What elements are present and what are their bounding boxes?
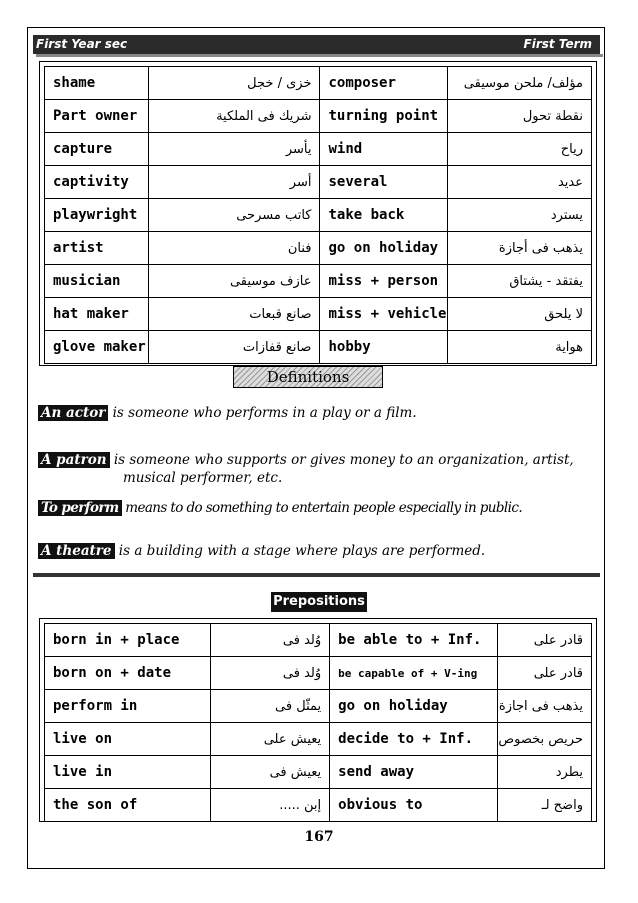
- arabic-meaning: عازف موسيقى: [148, 265, 320, 298]
- header-right-text: First Term: [523, 37, 592, 51]
- english-term: take back: [320, 199, 447, 232]
- definition-text: means to do something to entertain people especially in public.: [125, 500, 523, 516]
- header-shadow: [36, 54, 603, 57]
- vocab-row: [45, 199, 592, 232]
- definition-term: To perform: [38, 500, 122, 516]
- english-term: decide to + Inf.: [330, 723, 498, 756]
- english-term: wind: [320, 133, 447, 166]
- arabic-meaning: نقطة تحول: [447, 100, 592, 133]
- arabic-meaning: شريك فى الملكية: [148, 100, 320, 133]
- arabic-meaning: صانع قفازات: [148, 331, 320, 364]
- english-term: be able to + Inf.: [330, 624, 498, 657]
- definition-text: is someone who performs in a play or a film.: [112, 405, 417, 421]
- arabic-meaning: قادر على: [497, 657, 591, 690]
- vocab-row: [45, 166, 592, 199]
- definition-theatre: [38, 542, 598, 560]
- arabic-meaning: رياح: [447, 133, 592, 166]
- english-term: hobby: [320, 331, 447, 364]
- definition-term: A patron: [38, 452, 110, 468]
- english-term: Part owner: [45, 100, 149, 133]
- arabic-meaning: يذهب فى أجازة: [447, 232, 592, 265]
- arabic-meaning: يذهب فى اجازة: [497, 690, 591, 723]
- page-header: [33, 35, 600, 54]
- definitions-label: Definitions: [233, 366, 383, 388]
- arabic-meaning: وُلد فى: [210, 657, 329, 690]
- prep-row: [45, 657, 592, 690]
- english-term: miss + person: [320, 265, 447, 298]
- english-term: artist: [45, 232, 149, 265]
- prep-row: [45, 723, 592, 756]
- vocab-row: [45, 331, 592, 364]
- english-term: send away: [330, 756, 498, 789]
- arabic-meaning: لا يلحق: [447, 298, 592, 331]
- prepositions-table: [44, 623, 592, 822]
- arabic-meaning: صانع قبعات: [148, 298, 320, 331]
- english-term: the son of: [45, 789, 211, 822]
- arabic-meaning: يطرد: [497, 756, 591, 789]
- english-term: capture: [45, 133, 149, 166]
- arabic-meaning: عديد: [447, 166, 592, 199]
- arabic-meaning: مؤلف/ ملحن موسيقى: [447, 67, 592, 100]
- english-term: live in: [45, 756, 211, 789]
- arabic-meaning: قادر على: [497, 624, 591, 657]
- arabic-meaning: يعيش على: [210, 723, 329, 756]
- arabic-meaning: يمثّل فى: [210, 690, 329, 723]
- english-term: captivity: [45, 166, 149, 199]
- prep-row: [45, 624, 592, 657]
- definition-text: is someone who supports or gives money to an organization, artist,: [113, 452, 574, 468]
- arabic-meaning: واضح لـ: [497, 789, 591, 822]
- english-term: glove maker: [45, 331, 149, 364]
- arabic-meaning: يأسر: [148, 133, 320, 166]
- english-term: obvious to: [330, 789, 498, 822]
- section-divider: [33, 573, 600, 577]
- vocab-row: [45, 265, 592, 298]
- prepositions-label: Prepositions: [271, 592, 367, 612]
- definition-patron: [38, 451, 598, 487]
- vocab-table: [44, 66, 592, 364]
- arabic-meaning: إبن .....: [210, 789, 329, 822]
- vocab-row: [45, 232, 592, 265]
- arabic-meaning: وُلد فى: [210, 624, 329, 657]
- english-term: playwright: [45, 199, 149, 232]
- prep-row: [45, 690, 592, 723]
- definition-text-continued: musical performer, etc.: [123, 470, 283, 486]
- english-term: go on holiday: [330, 690, 498, 723]
- english-term: several: [320, 166, 447, 199]
- vocab-row: [45, 67, 592, 100]
- arabic-meaning: فنان: [148, 232, 320, 265]
- definition-actor: [38, 404, 598, 422]
- english-term: hat maker: [45, 298, 149, 331]
- english-term: miss + vehicle: [320, 298, 447, 331]
- english-term: born in + place: [45, 624, 211, 657]
- definition-term: A theatre: [38, 543, 115, 559]
- vocab-row: [45, 298, 592, 331]
- arabic-meaning: أسر: [148, 166, 320, 199]
- header-left-text: First Year sec: [36, 37, 128, 51]
- arabic-meaning: يسترد: [447, 199, 592, 232]
- definition-text: is a building with a stage where plays are performed.: [118, 543, 486, 559]
- definition-perform: [38, 499, 598, 517]
- english-term: perform in: [45, 690, 211, 723]
- english-term: be capable of + V-ing: [330, 657, 498, 690]
- english-term: turning point: [320, 100, 447, 133]
- arabic-meaning: يفتقد - يشتاق: [447, 265, 592, 298]
- arabic-meaning: حريص بخصوص: [497, 723, 591, 756]
- english-term: live on: [45, 723, 211, 756]
- page-number: 167: [304, 829, 334, 845]
- arabic-meaning: خزى / خجل: [148, 67, 320, 100]
- english-term: musician: [45, 265, 149, 298]
- arabic-meaning: كاتب مسرحى: [148, 199, 320, 232]
- definition-term: An actor: [38, 405, 108, 421]
- english-term: composer: [320, 67, 447, 100]
- prep-row: [45, 756, 592, 789]
- english-term: go on holiday: [320, 232, 447, 265]
- arabic-meaning: يعيش فى: [210, 756, 329, 789]
- english-term: born on + date: [45, 657, 211, 690]
- english-term: shame: [45, 67, 149, 100]
- arabic-meaning: هواية: [447, 331, 592, 364]
- prep-row: [45, 789, 592, 822]
- vocab-row: [45, 133, 592, 166]
- vocab-row: [45, 100, 592, 133]
